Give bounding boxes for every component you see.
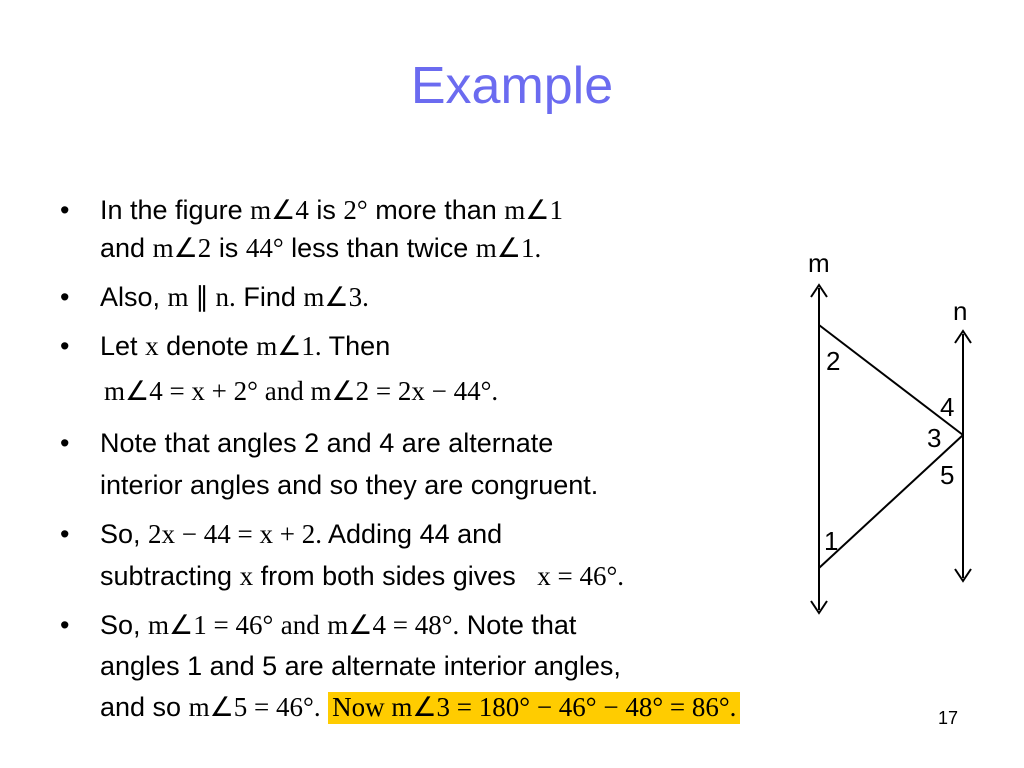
text: So, [100,610,141,640]
math-expression: m∠3. [303,282,369,312]
bullet-dot: • [60,331,70,361]
math-expression: m∠2 = 2x − 44°. [310,376,499,406]
page-number: 17 [938,708,959,728]
text: is [316,195,336,225]
text: and [280,610,320,640]
text: Adding 44 and [328,519,503,549]
text: Also, [100,282,161,312]
text: denote [166,331,249,361]
text: more than [375,195,497,225]
text: Note that [466,610,577,640]
bullet-dot: • [60,519,70,549]
math-expression: x [145,331,159,361]
text: is [218,233,239,263]
math-expression: m∠1. [256,331,322,361]
line-m-label: m [808,248,830,278]
bullet-4-line-1: Note that angles 2 and 4 are alternate [100,428,554,458]
bullet-dot: • [60,282,70,312]
bullet-dot: • [60,428,70,458]
math-expression: 2x − 44 = x + 2. [148,519,322,549]
bullet-dot: • [60,195,70,225]
text: Find [243,282,296,312]
math-expression: 2° [343,195,368,225]
text: and [100,233,146,263]
math-expression: m∠1 = 46° [148,610,274,640]
math-expression: m∠2 [152,233,212,263]
math-expression: m∠4 [250,195,309,225]
text: subtracting [100,561,233,591]
bullet-dot: • [60,610,70,640]
text: In the figure [100,195,243,225]
math-expression: m∠4 = 48°. [327,610,460,640]
text: and so [100,692,182,722]
angle-3-label: 3 [927,423,942,453]
math-expression: x = 46°. [537,561,625,591]
angle-2-label: 2 [826,346,841,376]
text: Then [328,331,391,361]
text: Let [100,331,138,361]
math-expression: m∠1. [475,233,542,263]
bullet-4-line-2: interior angles and so they are congruent. [100,470,599,500]
text: less than twice [291,233,469,263]
math-expression: m ∥ n. [167,282,236,312]
math-expression: m∠4 = x + 2° [104,376,258,406]
highlighted-conclusion: Now m∠3 = 180° − 46° − 48° = 86°. [328,692,740,724]
angle-4-label: 4 [940,392,955,422]
bullet-6-line-2: angles 1 and 5 are alternate interior angles, [100,651,621,681]
angle-5-label: 5 [940,460,955,490]
slide-title: Example [410,57,614,115]
line-n-label: n [953,296,968,326]
math-expression: m∠1 [504,195,563,225]
text: and [264,376,304,406]
transversal-lower [819,435,963,568]
text: from both sides gives [260,561,516,591]
angle-1-label: 1 [824,526,839,556]
text: So, [100,519,141,549]
math-expression: 44° [245,233,284,263]
math-expression: m∠5 = 46°. [188,692,321,722]
math-expression: x [239,561,254,591]
